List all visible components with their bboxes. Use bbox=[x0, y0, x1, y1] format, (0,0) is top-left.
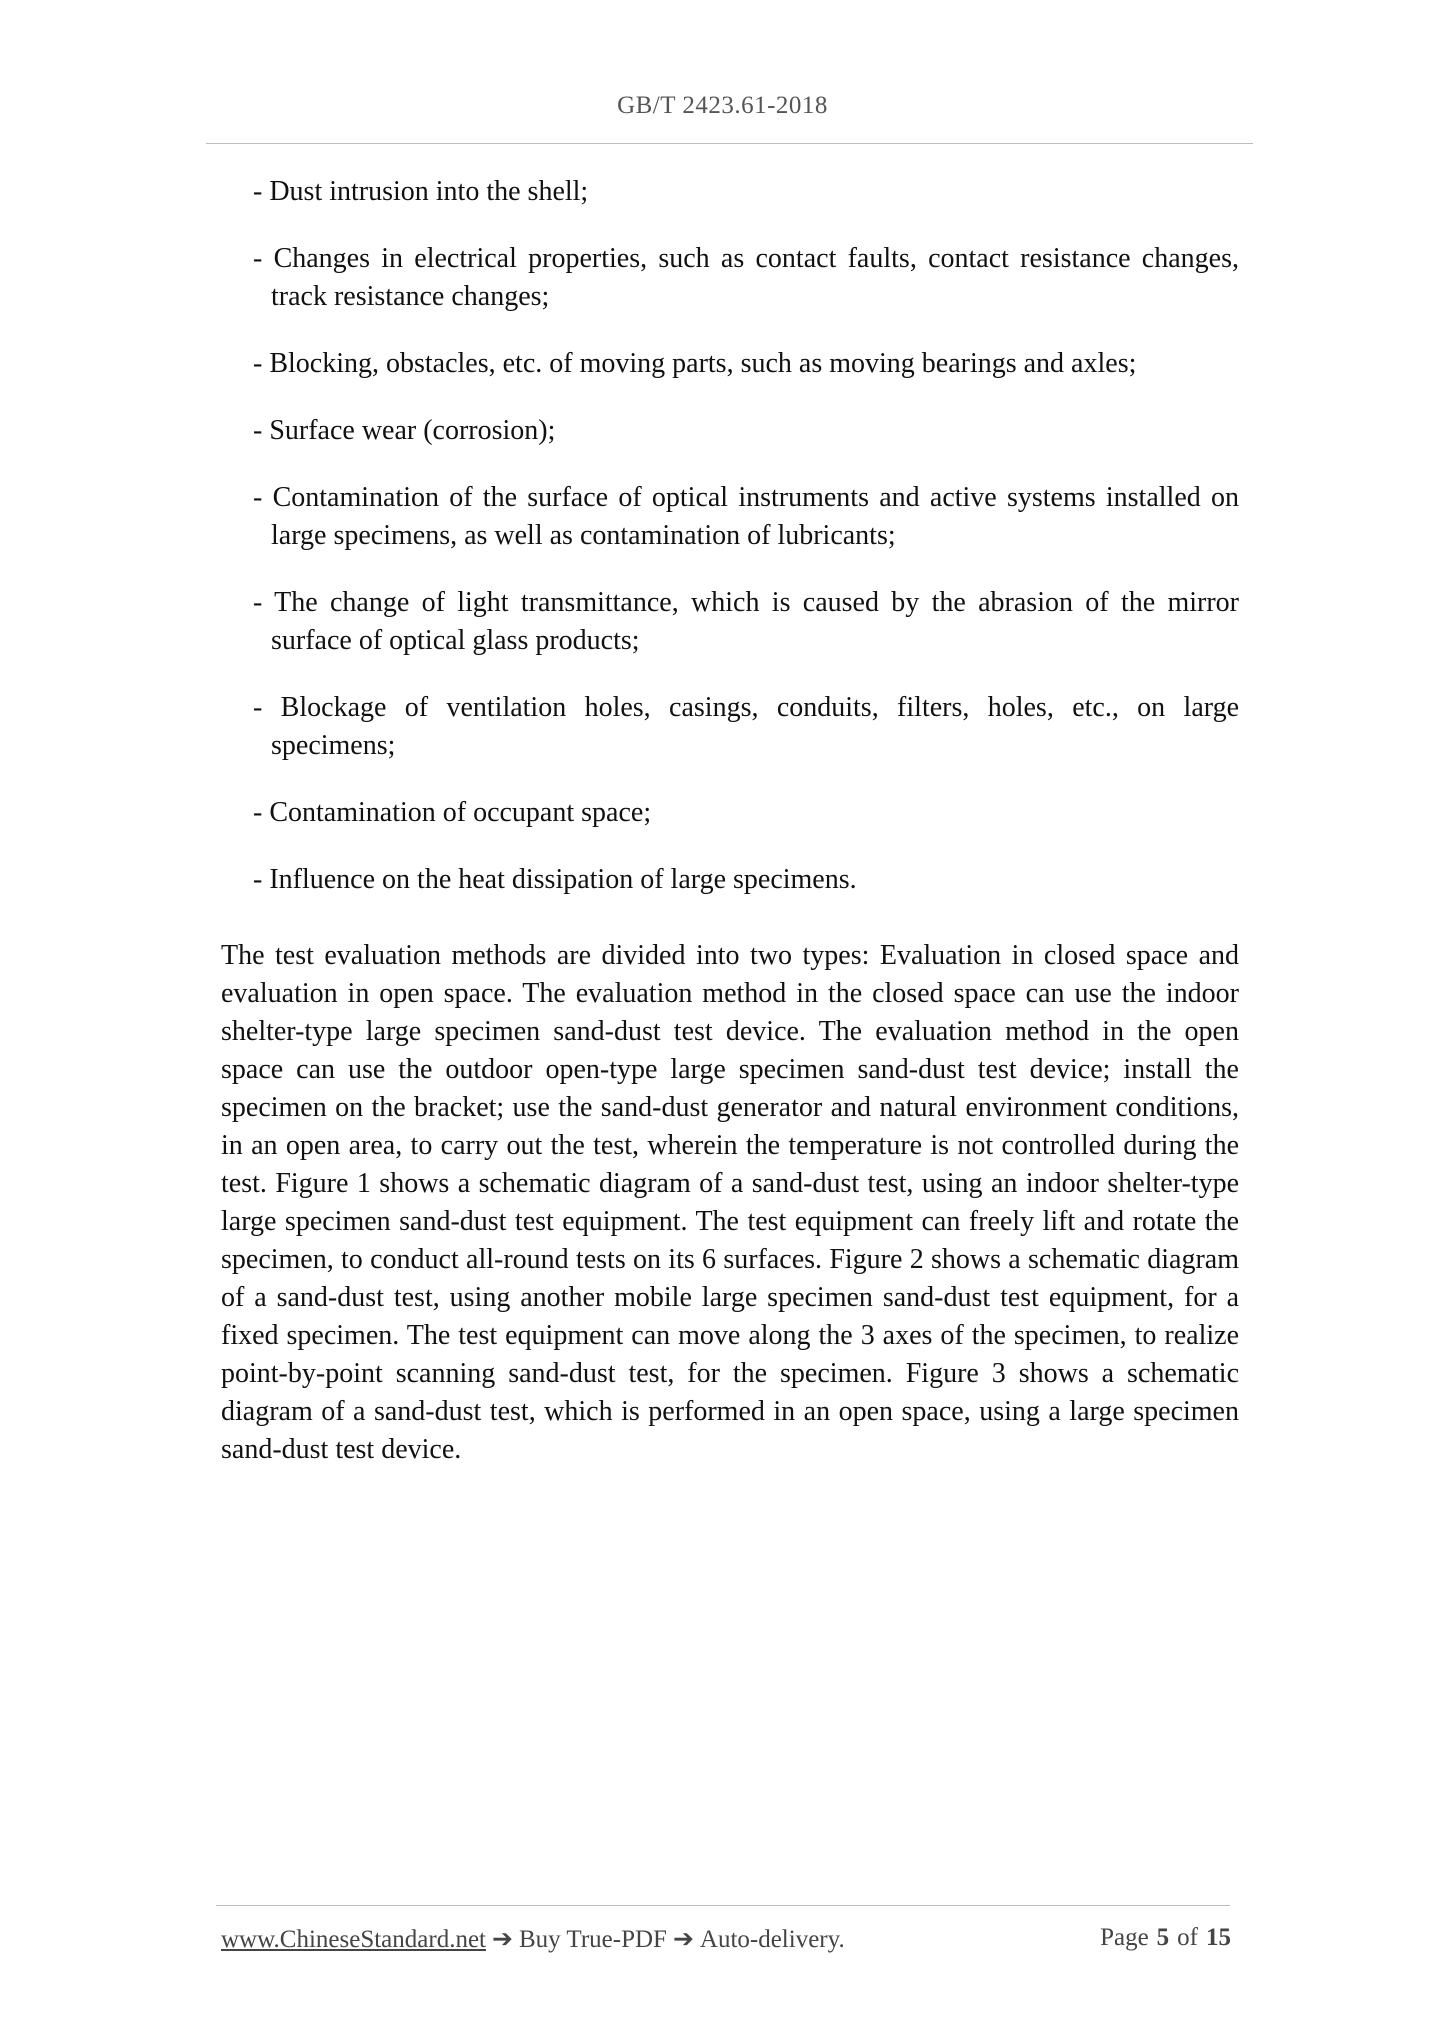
header-divider bbox=[206, 143, 1253, 144]
page-indicator bbox=[1100, 1924, 1231, 1952]
page-label: Page bbox=[1100, 1924, 1149, 1951]
footer-divider bbox=[216, 1905, 1230, 1906]
arrow-right-icon: ➔ bbox=[492, 1926, 513, 1953]
current-page-number: 5 bbox=[1156, 1924, 1170, 1951]
delivery-text: Auto-delivery. bbox=[699, 1926, 845, 1953]
list-item: - Surface wear (corrosion); bbox=[253, 415, 556, 446]
list-item: - Influence on the heat dissipation of large specimens. bbox=[253, 864, 857, 895]
page-header bbox=[0, 92, 1445, 120]
footer-promo bbox=[221, 1924, 845, 1954]
document-code: GB/T 2423.61-2018 bbox=[617, 92, 828, 119]
list-item: - Contamination of occupant space; bbox=[253, 797, 652, 828]
page-footer bbox=[221, 1924, 1231, 1964]
arrow-right-icon: ➔ bbox=[672, 1926, 694, 1953]
list-item: - Blockage of ventilation holes, casings, conduits, filters, holes, etc., on large specimens; bbox=[253, 692, 1239, 761]
list-item: - The change of light transmittance, which is caused by the abrasion of the mirror surface of optical glass products; bbox=[253, 587, 1239, 656]
list-item: - Changes in electrical properties, such as contact faults, contact resistance changes, track resistance changes; bbox=[253, 243, 1239, 312]
list-item: - Dust intrusion into the shell; bbox=[253, 176, 589, 207]
total-pages-number: 15 bbox=[1206, 1924, 1231, 1951]
buy-text: Buy True-PDF bbox=[518, 1926, 667, 1953]
evaluation-methods-paragraph: The test evaluation methods are divided into two types: Evaluation in closed space and evaluation in open space. The evaluation method in the closed space can use the indoor shelter-type large specimen sand-dust test device. The evaluation method in the open space can use the outdoor open-type large specimen sand-dust test device; install the specimen on the bracket; use the sand-dust generator and natural environment conditions, in an open area, to carry out the test, wherein the temperature is not controlled during the test. Figure 1 shows a schematic diagram of a sand-dust test, using an indoor shelter-type large specimen sand-dust test equipment. The test equipment can freely lift and rotate the specimen, to conduct all-round tests on its 6 surfaces. Figure 2 shows a schematic diagram of a sand-dust test, using another mobile large specimen sand-dust test equipment, for a fixed specimen. The test equipment can move along the 3 axes of the specimen, to realize point-by-point scanning sand-dust test, for the specimen. Figure 3 shows a schematic diagram of a sand-dust test, which is performed in an open space, using a large specimen sand-dust test device. bbox=[221, 940, 1239, 1465]
list-item: - Blocking, obstacles, etc. of moving parts, such as moving bearings and axles; bbox=[253, 348, 1137, 379]
list-item: - Contamination of the surface of optical instruments and active systems installed on large specimens, as well as contamination of lubricants; bbox=[253, 482, 1239, 551]
of-label: of bbox=[1177, 1924, 1198, 1951]
effects-list bbox=[253, 173, 1239, 928]
website-link[interactable]: www.ChineseStandard.net bbox=[221, 1926, 486, 1953]
